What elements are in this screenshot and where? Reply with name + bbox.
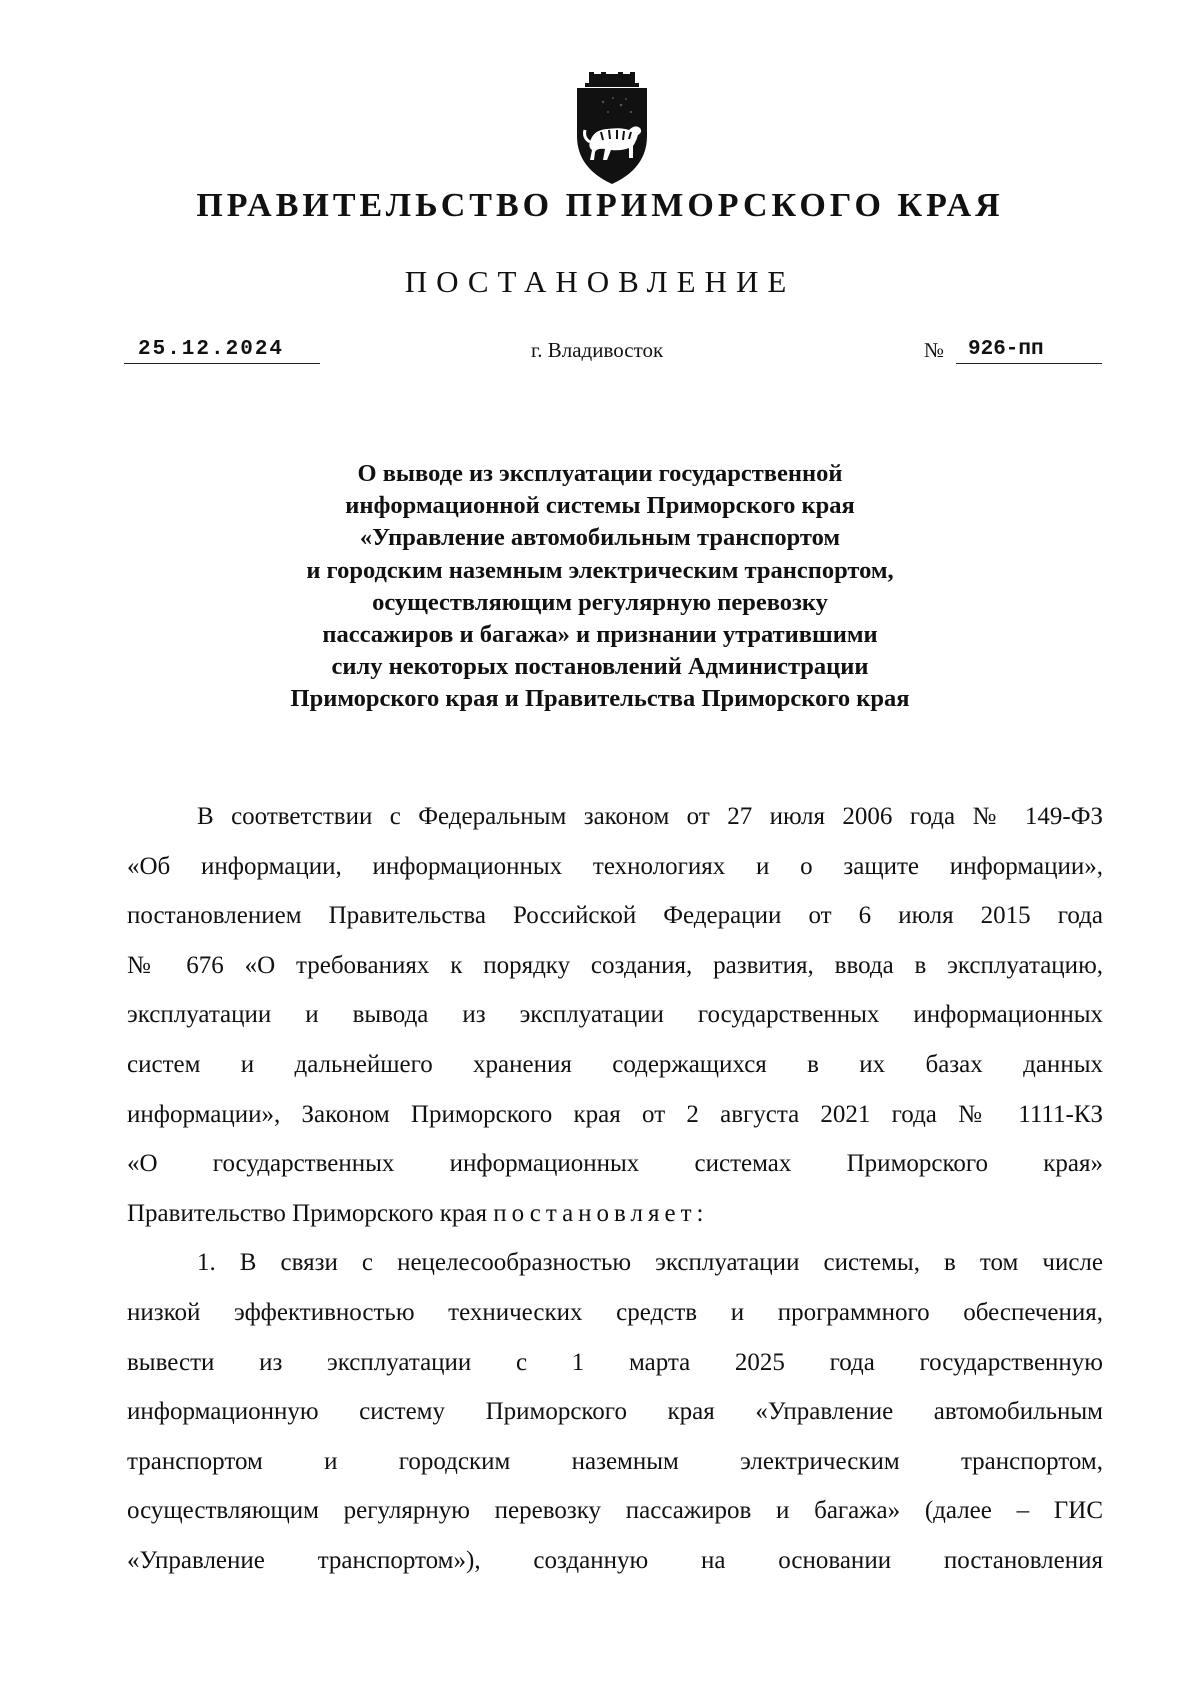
text-line: информации», Законом Приморского края от 2 августа 2021 года № 1111-КЗ [127, 1100, 1103, 1128]
document-body [127, 792, 1103, 1586]
text-line [127, 1189, 1103, 1239]
organization-title: ПРАВИТЕЛЬСТВО ПРИМОРСКОГО КРАЯ [196, 187, 1004, 224]
document-meta [124, 338, 1102, 378]
document-type: ПОСТАНОВЛЕНИЕ [404, 264, 796, 299]
title-line: и городским наземным электрическим транспортом, [306, 556, 894, 584]
coat-of-arms-icon [563, 72, 661, 188]
text-line: систем и дальнейшего хранения содержащихся в их базах данных [127, 1050, 1103, 1078]
text-line: низкой эффективностью технических средств и программного обеспечения, [127, 1298, 1103, 1326]
text-line: «О государственных информационных системах Приморского края» [127, 1150, 1103, 1178]
document-date: 25.12.2024 [124, 338, 320, 364]
text-line: транспортом и городским наземным электрическим транспортом, [127, 1447, 1103, 1475]
document-number: 926-пп [956, 338, 1102, 364]
title-line: О выводе из эксплуатации государственной [357, 460, 843, 487]
text-line: эксплуатации и вывода из эксплуатации государственных информационных [127, 1001, 1103, 1029]
preamble-paragraph [127, 792, 1103, 1238]
text-line: постановлением Правительства Российской Федерации от 6 июля 2015 года [127, 902, 1103, 930]
clause-1-paragraph [127, 1238, 1103, 1585]
title-line: информационной системы Приморского края [345, 492, 855, 520]
document-title [0, 458, 1200, 716]
text-line: «Управление транспортом»), созданную на основании постановления [127, 1546, 1103, 1574]
text-line: осуществляющим регулярную перевозку пассажиров и багажа» (далее – ГИС [127, 1497, 1103, 1525]
title-line: «Управление автомобильным транспортом [359, 524, 841, 552]
title-line: пассажиров и багажа» и признании утратившими [322, 621, 878, 649]
title-line: осуществляющим регулярную перевозку [372, 588, 828, 616]
text-line: В соответствии с Федеральным законом от 27 июля 2006 года № 149-ФЗ [197, 803, 1103, 830]
text-line: вывести из эксплуатации с 1 марта 2025 года государственную [127, 1348, 1103, 1376]
title-line: Приморского края и Правительства Приморского края [290, 685, 910, 713]
text-line: информационную систему Приморского края «Управление автомобильным [127, 1398, 1103, 1426]
enacting-verb: постановляет: [493, 1199, 709, 1227]
title-line: силу некоторых постановлений Администрации [331, 653, 869, 681]
text-line: 1. В связи с нецелесообразностью эксплуатации системы, в том числе [197, 1249, 1103, 1277]
enacting-subject: Правительство Приморского края [127, 1199, 494, 1227]
document-city: г. Владивосток [531, 338, 664, 362]
document-number-sign: № [924, 338, 945, 362]
text-line: «Об информации, информационных технологиях и о защите информации», [127, 852, 1103, 880]
text-line: № 676 «О требованиях к порядку создания, развития, ввода в эксплуатацию, [127, 951, 1103, 979]
